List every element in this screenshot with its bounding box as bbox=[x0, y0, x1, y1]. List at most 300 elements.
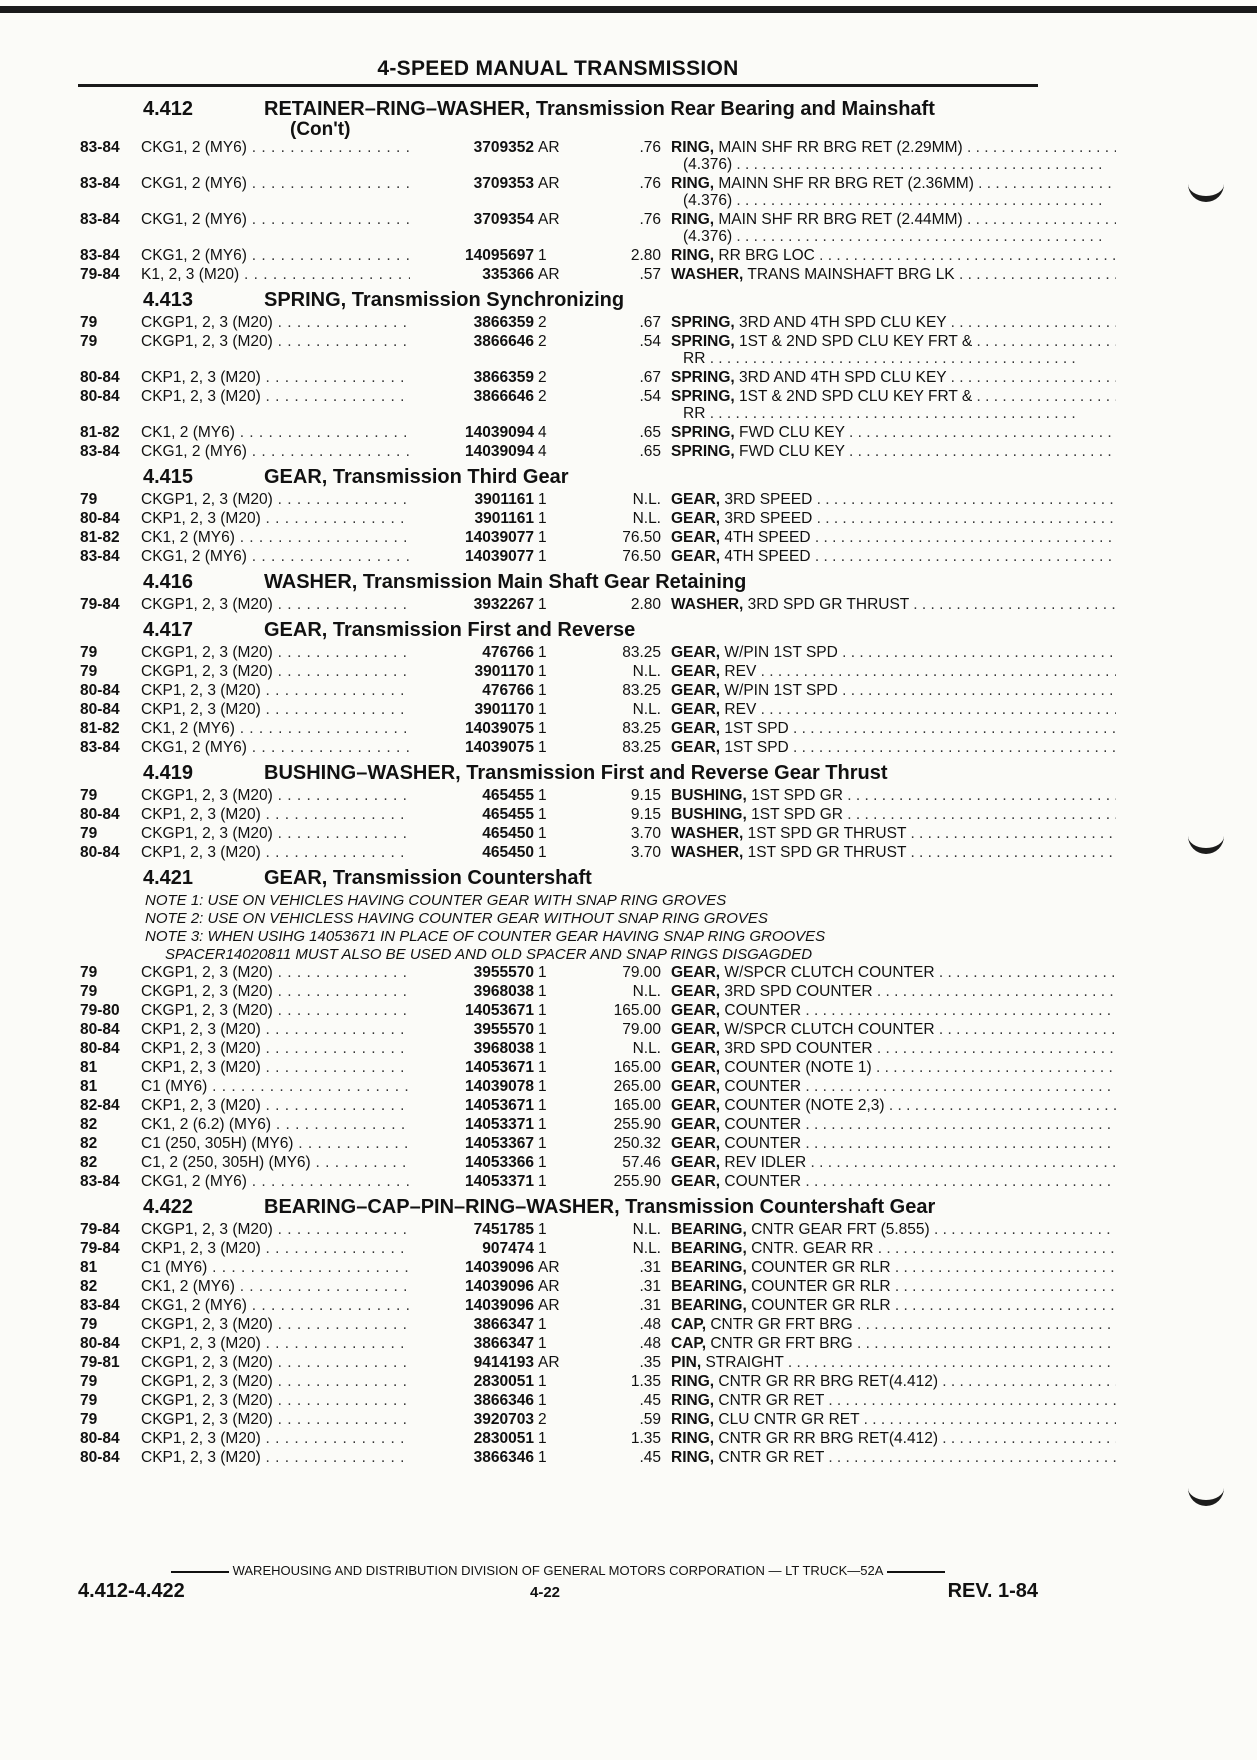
part-number: 3866646 bbox=[410, 388, 534, 406]
quantity: 2 bbox=[538, 314, 547, 331]
part-number: 465450 bbox=[410, 825, 534, 843]
model-year: 79-84 bbox=[80, 266, 120, 283]
part-detail: 3RD SPD GR THRUST bbox=[747, 596, 909, 613]
table-row bbox=[80, 1278, 1040, 1297]
model-code: CKG1, 2 (MY6) . . . bbox=[141, 739, 491, 757]
part-description bbox=[671, 1078, 1116, 1096]
model-code: CKP1, 2, 3 (M20) . . . bbox=[141, 844, 491, 862]
quantity: 1 bbox=[538, 1116, 547, 1133]
price: .31 bbox=[639, 1278, 661, 1295]
part-detail: CNTR GR RET bbox=[718, 1449, 825, 1466]
part-number: 14039094 bbox=[410, 443, 534, 461]
table-row bbox=[80, 682, 1040, 701]
section-number: 4.412 bbox=[143, 98, 194, 120]
part-name: BEARING, bbox=[671, 1221, 747, 1238]
quantity: 1 bbox=[538, 1002, 547, 1019]
part-description bbox=[671, 596, 1116, 614]
table-row bbox=[80, 1097, 1040, 1116]
price: 83.25 bbox=[622, 739, 661, 756]
quantity: 2 bbox=[538, 369, 547, 386]
part-name: RING, bbox=[671, 247, 715, 264]
table-row bbox=[80, 247, 1040, 266]
price: 255.90 bbox=[613, 1173, 661, 1190]
part-detail: 1ST SPD GR THRUST bbox=[747, 825, 907, 842]
part-description bbox=[671, 1173, 1116, 1191]
part-number: 14039077 bbox=[410, 548, 534, 566]
part-detail: STRAIGHT bbox=[705, 1354, 784, 1371]
model-year: 83-84 bbox=[80, 739, 120, 756]
price: 83.25 bbox=[622, 644, 661, 661]
quantity: 1 bbox=[538, 825, 547, 842]
part-detail: CNTR GR RET bbox=[718, 1392, 825, 1409]
section-header bbox=[80, 289, 1040, 314]
table-row bbox=[80, 510, 1040, 529]
section-title: WASHER, Transmission Main Shaft Gear Retaining bbox=[264, 571, 747, 593]
part-number: 3866359 bbox=[410, 369, 534, 387]
part-name: GEAR, bbox=[671, 644, 721, 661]
section-note: NOTE 3: WHEN USIHG 14053671 IN PLACE OF COUNTER GEAR HAVING SNAP RING GROOVES bbox=[145, 928, 826, 945]
quantity: 1 bbox=[538, 1221, 547, 1238]
model-code: CKGP1, 2, 3 (M20) . . . bbox=[141, 1373, 491, 1391]
model-year: 79 bbox=[80, 314, 98, 331]
part-detail: FWD CLU KEY bbox=[739, 443, 845, 460]
table-row bbox=[80, 388, 1040, 424]
part-description bbox=[671, 682, 1116, 700]
model-year: 80-84 bbox=[80, 701, 120, 718]
part-description bbox=[671, 1021, 1116, 1039]
part-name: PIN, bbox=[671, 1354, 702, 1371]
price: 3.70 bbox=[630, 844, 661, 861]
part-name: GEAR, bbox=[671, 548, 721, 565]
price: .45 bbox=[639, 1392, 661, 1409]
part-number: 14053671 bbox=[410, 1097, 534, 1115]
part-number: 3955570 bbox=[410, 964, 534, 982]
part-description bbox=[671, 1411, 1116, 1429]
page-title: 4-SPEED MANUAL TRANSMISSION bbox=[377, 57, 739, 80]
part-name: RING, bbox=[671, 139, 715, 156]
part-detail: COUNTER bbox=[724, 1078, 802, 1095]
table-row bbox=[80, 1430, 1040, 1449]
model-year: 80-84 bbox=[80, 844, 120, 861]
quantity: AR bbox=[538, 1354, 560, 1371]
part-description bbox=[671, 247, 1116, 265]
part-description bbox=[671, 1002, 1116, 1020]
section-note: NOTE 2: USE ON VEHICLESS HAVING COUNTER GEAR WITHOUT SNAP RING GROVES bbox=[145, 910, 768, 927]
quantity: 1 bbox=[538, 1240, 547, 1257]
part-description-continued: RR . . . bbox=[683, 350, 1116, 368]
quantity: 1 bbox=[538, 596, 547, 613]
price: .65 bbox=[639, 443, 661, 460]
part-number: 14053371 bbox=[410, 1116, 534, 1134]
part-name: GEAR, bbox=[671, 739, 721, 756]
table-row bbox=[80, 266, 1040, 285]
model-year: 82 bbox=[80, 1116, 98, 1133]
part-name: BUSHING, bbox=[671, 806, 747, 823]
part-name: GEAR, bbox=[671, 964, 721, 981]
model-code: CKP1, 2, 3 (M20) . . . bbox=[141, 1021, 491, 1039]
part-name: GEAR, bbox=[671, 983, 721, 1000]
part-detail: REV bbox=[724, 663, 757, 680]
part-detail: COUNTER (NOTE 1) bbox=[724, 1059, 872, 1076]
model-year: 79-84 bbox=[80, 1240, 120, 1257]
model-year: 81-82 bbox=[80, 424, 120, 441]
part-number: 14095697 bbox=[410, 247, 534, 265]
part-detail: 1ST SPD bbox=[724, 720, 789, 737]
table-row bbox=[80, 1154, 1040, 1173]
quantity: 1 bbox=[538, 964, 547, 981]
price: .59 bbox=[639, 1411, 661, 1428]
part-number: 9414193 bbox=[410, 1354, 534, 1372]
section-number: 4.422 bbox=[143, 1196, 194, 1218]
price: 165.00 bbox=[613, 1059, 661, 1076]
part-name: BEARING, bbox=[671, 1278, 747, 1295]
part-description-continued: RR . . . bbox=[683, 405, 1116, 423]
model-year: 79-84 bbox=[80, 596, 120, 613]
model-year: 80-84 bbox=[80, 1449, 120, 1466]
model-year: 79 bbox=[80, 1316, 98, 1333]
part-description bbox=[671, 139, 1116, 157]
part-detail: 3RD SPD COUNTER bbox=[724, 1040, 873, 1057]
price: .54 bbox=[639, 333, 661, 350]
table-row bbox=[80, 844, 1040, 863]
table-row bbox=[80, 1040, 1040, 1059]
quantity: 4 bbox=[538, 424, 547, 441]
section-note: NOTE 1: USE ON VEHICLES HAVING COUNTER GEAR WITH SNAP RING GROVES bbox=[145, 892, 727, 909]
part-detail: CLU CNTR GR RET bbox=[718, 1411, 860, 1428]
table-row bbox=[80, 1078, 1040, 1097]
part-name: WASHER, bbox=[671, 596, 744, 613]
part-name: GEAR, bbox=[671, 1059, 721, 1076]
quantity: 1 bbox=[538, 806, 547, 823]
model-year: 82 bbox=[80, 1135, 98, 1152]
part-description bbox=[671, 1059, 1116, 1077]
model-code: CKGP1, 2, 3 (M20) . . . bbox=[141, 1392, 491, 1410]
part-detail: 3RD AND 4TH SPD CLU KEY bbox=[739, 369, 947, 386]
price: 76.50 bbox=[622, 548, 661, 565]
part-name: GEAR, bbox=[671, 1078, 721, 1095]
model-code: CKGP1, 2, 3 (M20) . . . bbox=[141, 1316, 491, 1334]
table-row bbox=[80, 1335, 1040, 1354]
price: 9.15 bbox=[630, 806, 661, 823]
part-description bbox=[671, 1240, 1116, 1258]
model-year: 83-84 bbox=[80, 1297, 120, 1314]
model-year: 83-84 bbox=[80, 443, 120, 460]
quantity: 1 bbox=[538, 491, 547, 508]
quantity: 1 bbox=[538, 1097, 547, 1114]
part-name: SPRING, bbox=[671, 424, 735, 441]
model-year: 80-84 bbox=[80, 369, 120, 386]
table-row bbox=[80, 1116, 1040, 1135]
model-code: CK1, 2 (MY6) . . . bbox=[141, 720, 491, 738]
part-description bbox=[671, 701, 1116, 719]
part-name: GEAR, bbox=[671, 1040, 721, 1057]
table-row bbox=[80, 175, 1040, 211]
model-year: 80-84 bbox=[80, 1040, 120, 1057]
part-detail: 3RD SPEED bbox=[724, 510, 813, 527]
part-detail: FWD CLU KEY bbox=[739, 424, 845, 441]
table-row bbox=[80, 964, 1040, 983]
price: .31 bbox=[639, 1259, 661, 1276]
footer-rule-right bbox=[887, 1571, 945, 1573]
model-code: CKP1, 2, 3 (M20) . . . bbox=[141, 388, 491, 406]
quantity: 1 bbox=[538, 1040, 547, 1057]
model-code: CK1, 2 (MY6) . . . bbox=[141, 424, 491, 442]
part-description bbox=[671, 211, 1116, 229]
part-number: 3901161 bbox=[410, 491, 534, 509]
table-row bbox=[80, 1392, 1040, 1411]
part-detail: COUNTER GR RLR bbox=[751, 1278, 891, 1295]
part-detail: 3RD AND 4TH SPD CLU KEY bbox=[739, 314, 947, 331]
model-code: CKG1, 2 (MY6) . . . bbox=[141, 548, 491, 566]
model-code: CKP1, 2, 3 (M20) . . . bbox=[141, 806, 491, 824]
price: 3.70 bbox=[630, 825, 661, 842]
model-code: CKG1, 2 (MY6) . . . bbox=[141, 443, 491, 461]
part-description bbox=[671, 548, 1116, 566]
section-number: 4.413 bbox=[143, 289, 194, 311]
model-code: CKGP1, 2, 3 (M20) . . . bbox=[141, 491, 491, 509]
model-year: 82 bbox=[80, 1278, 98, 1295]
model-code: CKP1, 2, 3 (M20) . . . bbox=[141, 701, 491, 719]
part-description bbox=[671, 1354, 1116, 1372]
part-detail: 4TH SPEED bbox=[724, 529, 811, 546]
section-number: 4.417 bbox=[143, 619, 194, 641]
section-number: 4.421 bbox=[143, 867, 194, 889]
part-detail: MAIN SHF RR BRG RET (2.29MM) bbox=[718, 139, 963, 156]
part-number: 476766 bbox=[410, 682, 534, 700]
section-header bbox=[80, 867, 1040, 892]
table-row bbox=[80, 1135, 1040, 1154]
table-row bbox=[80, 139, 1040, 175]
quantity: AR bbox=[538, 211, 560, 228]
footer-division-line bbox=[78, 1563, 1038, 1578]
section-header bbox=[80, 619, 1040, 644]
model-code: CKGP1, 2, 3 (M20) . . . bbox=[141, 596, 491, 614]
part-name: RING, bbox=[671, 1449, 715, 1466]
quantity: 1 bbox=[538, 983, 547, 1000]
price: 250.32 bbox=[613, 1135, 661, 1152]
model-year: 83-84 bbox=[80, 247, 120, 264]
part-description-continued: (4.376) . . . bbox=[683, 228, 1116, 246]
part-description bbox=[671, 787, 1116, 805]
price: N.L. bbox=[632, 701, 661, 718]
part-description bbox=[671, 266, 1116, 284]
part-number: 3709353 bbox=[410, 175, 534, 193]
model-year: 79 bbox=[80, 663, 98, 680]
price: .48 bbox=[639, 1316, 661, 1333]
quantity: 4 bbox=[538, 443, 547, 460]
table-row bbox=[80, 739, 1040, 758]
part-description bbox=[671, 491, 1116, 509]
part-number: 7451785 bbox=[410, 1221, 534, 1239]
part-number: 3955570 bbox=[410, 1021, 534, 1039]
part-detail: 1ST & 2ND SPD CLU KEY FRT & bbox=[739, 333, 973, 350]
model-year: 79 bbox=[80, 1411, 98, 1428]
part-detail: COUNTER bbox=[724, 1173, 802, 1190]
part-detail: COUNTER GR RLR bbox=[751, 1297, 891, 1314]
part-detail: 1ST SPD GR THRUST bbox=[747, 844, 907, 861]
part-detail: 4TH SPEED bbox=[724, 548, 811, 565]
price: .48 bbox=[639, 1335, 661, 1352]
part-number: 14053671 bbox=[410, 1002, 534, 1020]
part-name: GEAR, bbox=[671, 529, 721, 546]
price: 165.00 bbox=[613, 1002, 661, 1019]
part-number: 3920703 bbox=[410, 1411, 534, 1429]
table-row bbox=[80, 1240, 1040, 1259]
table-row bbox=[80, 1373, 1040, 1392]
model-code: CKP1, 2, 3 (M20) . . . bbox=[141, 1449, 491, 1467]
model-year: 80-84 bbox=[80, 1430, 120, 1447]
part-description bbox=[671, 1097, 1116, 1115]
part-detail: CNTR. GEAR RR bbox=[751, 1240, 874, 1257]
table-row bbox=[80, 701, 1040, 720]
table-row bbox=[80, 548, 1040, 567]
part-description bbox=[671, 1116, 1116, 1134]
table-row bbox=[80, 1221, 1040, 1240]
part-detail: 1ST SPD GR bbox=[751, 787, 843, 804]
model-year: 83-84 bbox=[80, 1173, 120, 1190]
part-name: RING, bbox=[671, 1392, 715, 1409]
part-number: 14039075 bbox=[410, 720, 534, 738]
part-number: 465450 bbox=[410, 844, 534, 862]
price: 1.35 bbox=[630, 1430, 661, 1447]
section-title: GEAR, Transmission Third Gear bbox=[264, 466, 569, 488]
part-description bbox=[671, 1278, 1116, 1296]
model-year: 81-82 bbox=[80, 529, 120, 546]
quantity: 1 bbox=[538, 1135, 547, 1152]
part-number: 3866347 bbox=[410, 1335, 534, 1353]
part-name: RING, bbox=[671, 1411, 715, 1428]
quantity: 1 bbox=[538, 787, 547, 804]
model-code: C1 (MY6) . . . bbox=[141, 1078, 491, 1096]
quantity: 1 bbox=[538, 1154, 547, 1171]
part-detail: REV bbox=[724, 701, 757, 718]
part-detail: COUNTER bbox=[724, 1116, 802, 1133]
part-number: 3901170 bbox=[410, 663, 534, 681]
model-year: 80-84 bbox=[80, 388, 120, 405]
model-code: C1 (250, 305H) (MY6) . . . bbox=[141, 1135, 491, 1153]
section-title: GEAR, Transmission Countershaft bbox=[264, 867, 592, 889]
section-continued bbox=[80, 119, 1040, 139]
section-header bbox=[80, 466, 1040, 491]
table-row bbox=[80, 663, 1040, 682]
part-name: CAP, bbox=[671, 1316, 707, 1333]
model-year: 80-84 bbox=[80, 1021, 120, 1038]
price: 1.35 bbox=[630, 1373, 661, 1390]
model-year: 81-82 bbox=[80, 720, 120, 737]
part-number: 14039075 bbox=[410, 739, 534, 757]
price: N.L. bbox=[632, 510, 661, 527]
price: .76 bbox=[639, 139, 661, 156]
binder-hole-mark bbox=[1188, 168, 1224, 202]
model-year: 81 bbox=[80, 1059, 98, 1076]
price: .67 bbox=[639, 314, 661, 331]
part-detail: MAIN SHF RR BRG RET (2.44MM) bbox=[718, 211, 963, 228]
model-year: 79-84 bbox=[80, 1221, 120, 1238]
model-year: 83-84 bbox=[80, 548, 120, 565]
section-title: SPRING, Transmission Synchronizing bbox=[264, 289, 625, 311]
part-number: 2830051 bbox=[410, 1373, 534, 1391]
part-detail: W/SPCR CLUTCH COUNTER bbox=[724, 1021, 935, 1038]
quantity: AR bbox=[538, 266, 560, 283]
part-name: GEAR, bbox=[671, 1002, 721, 1019]
model-year: 81 bbox=[80, 1078, 98, 1095]
footer-division-text: WAREHOUSING AND DISTRIBUTION DIVISION OF GENERAL MOTORS CORPORATION — LT TRUCK—52A bbox=[232, 1563, 884, 1578]
table-row bbox=[80, 1059, 1040, 1078]
part-name: GEAR, bbox=[671, 701, 721, 718]
part-number: 14053367 bbox=[410, 1135, 534, 1153]
model-code: CKG1, 2 (MY6) . . . bbox=[141, 175, 491, 193]
part-description bbox=[671, 443, 1116, 461]
part-description bbox=[671, 388, 1116, 406]
table-row bbox=[80, 1297, 1040, 1316]
quantity: AR bbox=[538, 175, 560, 192]
table-row bbox=[80, 1411, 1040, 1430]
table-row bbox=[80, 1021, 1040, 1040]
part-number: 14053371 bbox=[410, 1173, 534, 1191]
section-header bbox=[80, 1196, 1040, 1221]
model-year: 79 bbox=[80, 964, 98, 981]
model-year: 83-84 bbox=[80, 175, 120, 192]
price: N.L. bbox=[632, 1221, 661, 1238]
model-code: CKG1, 2 (MY6) . . . bbox=[141, 1297, 491, 1315]
model-year: 80-84 bbox=[80, 1335, 120, 1352]
table-row bbox=[80, 491, 1040, 510]
model-year: 80-84 bbox=[80, 682, 120, 699]
part-number: 465455 bbox=[410, 806, 534, 824]
price: 255.90 bbox=[613, 1116, 661, 1133]
part-number: 3866359 bbox=[410, 314, 534, 332]
price: .54 bbox=[639, 388, 661, 405]
model-year: 80-84 bbox=[80, 806, 120, 823]
price: .45 bbox=[639, 1449, 661, 1466]
part-name: GEAR, bbox=[671, 1021, 721, 1038]
price: 79.00 bbox=[622, 1021, 661, 1038]
section-title: BEARING–CAP–PIN–RING–WASHER, Transmission Countershaft Gear bbox=[264, 1196, 936, 1218]
part-description bbox=[671, 529, 1116, 547]
model-year: 80-84 bbox=[80, 510, 120, 527]
price: N.L. bbox=[632, 663, 661, 680]
part-number: 14053366 bbox=[410, 1154, 534, 1172]
price: .35 bbox=[639, 1354, 661, 1371]
part-name: SPRING, bbox=[671, 314, 735, 331]
price: N.L. bbox=[632, 983, 661, 1000]
part-detail: COUNTER GR RLR bbox=[751, 1259, 891, 1276]
part-number: 3709352 bbox=[410, 139, 534, 157]
part-detail: CNTR GR RR BRG RET(4.412) bbox=[718, 1373, 938, 1390]
part-number: 14039096 bbox=[410, 1297, 534, 1315]
quantity: 1 bbox=[538, 247, 547, 264]
price: 165.00 bbox=[613, 1097, 661, 1114]
model-year: 79 bbox=[80, 333, 98, 350]
part-number: 3901161 bbox=[410, 510, 534, 528]
part-description bbox=[671, 1040, 1116, 1058]
part-description bbox=[671, 1221, 1116, 1239]
part-detail: RR BRG LOC bbox=[718, 247, 815, 264]
part-name: BEARING, bbox=[671, 1259, 747, 1276]
part-description bbox=[671, 825, 1116, 843]
model-code: CKG1, 2 (MY6) . . . bbox=[141, 1173, 491, 1191]
model-code: CKG1, 2 (MY6) . . . bbox=[141, 211, 491, 229]
model-code: C1 (MY6) . . . bbox=[141, 1259, 491, 1277]
part-description bbox=[671, 806, 1116, 824]
part-description bbox=[671, 964, 1116, 982]
table-row bbox=[80, 211, 1040, 247]
part-name: GEAR, bbox=[671, 491, 721, 508]
model-code: CKGP1, 2, 3 (M20) . . . bbox=[141, 1221, 491, 1239]
quantity: 1 bbox=[538, 739, 547, 756]
quantity: 1 bbox=[538, 1392, 547, 1409]
part-name: GEAR, bbox=[671, 1135, 721, 1152]
